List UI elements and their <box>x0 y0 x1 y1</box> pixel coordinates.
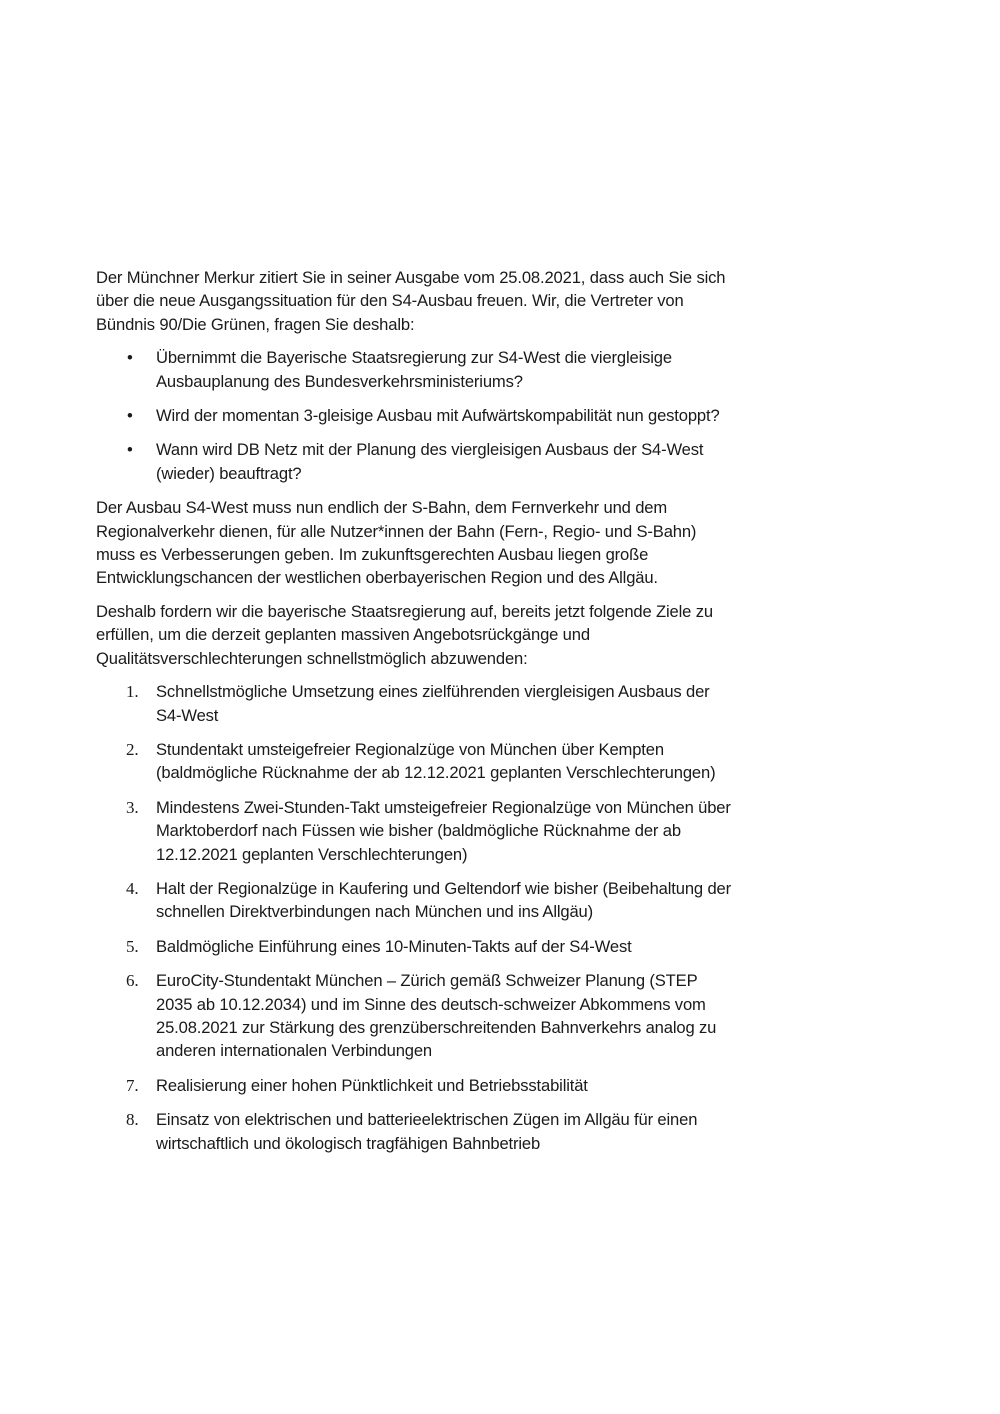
goal-list <box>96 680 736 1155</box>
document-body <box>96 266 736 1166</box>
number-marker: 4. <box>126 878 139 898</box>
intro-paragraph: Der Münchner Merkur zitiert Sie in seiner Ausgabe vom 25.08.2021, dass auch Sie sich über die neue Ausgangssituation für den S4-Ausbau freuen. Wir, die Vertreter von Bündnis 90/Die Grünen, fragen Sie deshalb: <box>96 268 726 334</box>
number-marker: 1. <box>126 682 139 702</box>
bullet-marker: • <box>127 406 133 426</box>
goal-text: Einsatz von elektrischen und batterieelektrischen Zügen im Allgäu für einen wirtschaftlich und ökologisch tragfähigen Bahnbetrieb <box>156 1110 698 1153</box>
number-marker: 5. <box>126 936 139 956</box>
number-marker: 2. <box>126 739 139 759</box>
bullet-marker: • <box>127 440 133 460</box>
number-marker: 6. <box>126 971 139 991</box>
number-marker: 7. <box>126 1075 139 1095</box>
goal-text: Stundentakt umsteigefreier Regionalzüge von München über Kempten (baldmögliche Rücknahme der ab 12.12.2021 geplanten Verschlechterungen) <box>156 739 716 783</box>
question-item <box>96 438 736 485</box>
question-item <box>96 404 736 427</box>
goal-text: Mindestens Zwei-Stunden-Takt umsteigefreier Regionalzüge von München über Marktoberdorf nach Füssen wie bisher (baldmögliche Rücknahme der ab 12.12.2021 geplanten Verschlechterungen) <box>156 797 731 864</box>
goal-text: Baldmögliche Einführung eines 10-Minuten-Takts auf der S4-West <box>156 936 632 956</box>
goal-item <box>96 796 736 866</box>
question-text: Wann wird DB Netz mit der Planung des viergleisigen Ausbaus der S4-West (wieder) beauftragt? <box>156 440 704 483</box>
bullet-marker: • <box>127 348 133 368</box>
goal-text: Halt der Regionalzüge in Kaufering und Geltendorf wie bisher (Beibehaltung der schnellen Direktverbindungen nach München und ins Allgäu) <box>156 878 731 922</box>
goal-item <box>96 935 736 958</box>
paragraph-s4-ausbau: Der Ausbau S4-West muss nun endlich der S-Bahn, dem Fernverkehr und dem Regionalverkehr dienen, für alle Nutzer*innen der Bahn (Fern-, Regio- und S-Bahn) muss es Verbesserungen geben. Im zukunftsgerechten Ausbau liegen große Entwicklungschancen der westlichen oberbayerischen Region und des Allgäu. <box>96 498 697 588</box>
goal-text: EuroCity-Stundentakt München – Zürich gemäß Schweizer Planung (STEP 2035 ab 10.12.2034) und im Sinne des deutsch-schweizer Abkommens vom 25.08.2021 zur Stärkung des grenzüberschreitenden Bahnverkehrs analog zu anderen internationalen Verbindungen <box>156 971 717 1061</box>
goal-item <box>96 680 736 727</box>
question-item <box>96 346 736 393</box>
goal-item <box>96 738 736 785</box>
question-list <box>96 346 736 485</box>
goal-item <box>96 1108 736 1155</box>
goal-item <box>96 877 736 924</box>
goal-item <box>96 1074 736 1097</box>
question-text: Wird der momentan 3-gleisige Ausbau mit Aufwärtskompabilität nun gestoppt? <box>156 406 720 426</box>
number-marker: 3. <box>126 797 139 817</box>
goal-item <box>96 969 736 1063</box>
question-text: Übernimmt die Bayerische Staatsregierung zur S4-West die viergleisige Ausbauplanung des Bundesverkehrsministeriums? <box>156 348 672 391</box>
paragraph-demands: Deshalb fordern wir die bayerische Staatsregierung auf, bereits jetzt folgende Ziele zu erfüllen, um die derzeit geplanten massiven Angebotsrückgänge und Qualitätsverschlechterungen schnellstmöglich abzuwenden: <box>96 601 713 668</box>
goal-text: Realisierung einer hohen Pünktlichkeit und Betriebsstabilität <box>156 1075 588 1095</box>
goal-text: Schnellstmögliche Umsetzung eines zielführenden viergleisigen Ausbaus der S4-West <box>156 682 710 725</box>
number-marker: 8. <box>126 1110 139 1130</box>
